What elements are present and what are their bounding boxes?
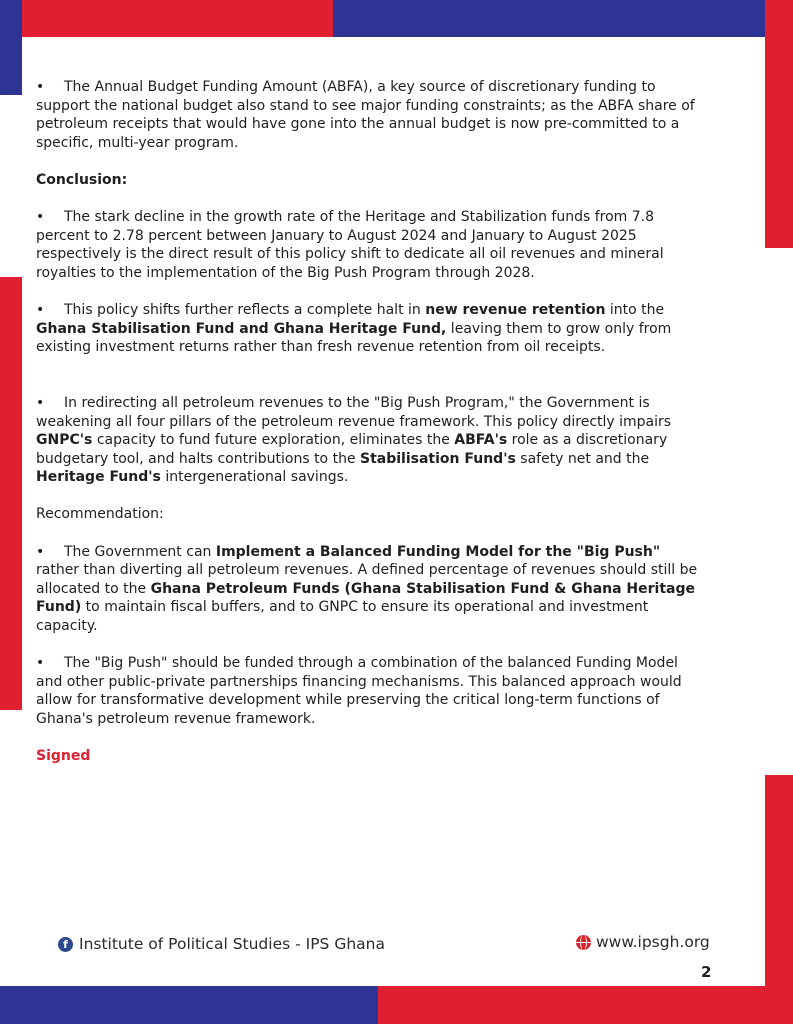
- text-run: to maintain fiscal buffers, and to GNPC to ensure its operational and investment capacity.: [36, 599, 649, 635]
- text-run: This policy shifts further reflects a complete halt in: [64, 302, 426, 319]
- bullet-marker: •: [36, 209, 45, 226]
- bold-text-run: Heritage Fund's: [36, 469, 161, 486]
- globe-icon: [576, 935, 591, 950]
- text-run: role as a discretionary budgetary tool, and halts contributions to the: [36, 432, 668, 467]
- text-run: The Government can: [64, 543, 216, 560]
- bold-text-run: Ghana Stabilisation Fund and Ghana Heritage Fund,: [36, 320, 447, 337]
- paragraph-conclusion-2: [36, 301, 706, 357]
- page-number: 2: [701, 963, 712, 981]
- footer-website[interactable]: [576, 933, 710, 951]
- website-link[interactable]: www.ipsgh.org: [596, 933, 710, 951]
- bullet-marker: •: [36, 79, 45, 95]
- organization-name: Institute of Political Studies - IPS Ghana: [79, 935, 385, 953]
- paragraph-conclusion-3: [36, 394, 706, 487]
- document-body: [36, 78, 706, 784]
- bullet-marker: •: [36, 394, 45, 411]
- text-run: The stark decline in the growth rate of the Heritage and Stabilization funds from 7.8 percent to 2.78 percent between January to August 2024 and January to August 2025 respectively is the direct result of this policy shift to dedicate all oil revenues and mineral royalties to the implementation of the Big Push Program through 2028.: [36, 209, 664, 281]
- border-blue-bottom: [0, 986, 378, 1024]
- text-run: In redirecting all petroleum revenues to the "Big Push Program," the Government is weakening all four pillars of the petroleum revenue framework. This policy directly impairs: [36, 394, 672, 430]
- footer-organization[interactable]: [58, 935, 385, 953]
- border-blue-left-top: [0, 0, 22, 95]
- bold-text-run: Ghana Petroleum Funds (Ghana Stabilisation Fund & Ghana Heritage Fund): [36, 580, 695, 616]
- paragraph-recommendation-1: [36, 543, 706, 636]
- paragraph-conclusion-1: [36, 208, 706, 282]
- text-run: leaving them to grow only from existing investment returns rather than fresh revenue retention from oil receipts.: [36, 320, 672, 356]
- border-red-top-right: [765, 0, 793, 248]
- bullet-marker: •: [36, 655, 45, 672]
- bold-text-run: new revenue retention: [425, 302, 606, 319]
- paragraph-recommendation-2: [36, 654, 706, 728]
- border-red-bottom: [378, 986, 793, 1024]
- bold-text-run: GNPC's: [36, 432, 93, 449]
- bold-text-run: ABFA's: [454, 432, 508, 449]
- signed-label: Signed: [36, 748, 91, 765]
- border-red-left: [0, 277, 22, 710]
- bold-text-run: Stabilisation Fund's: [360, 450, 516, 467]
- border-red-top-left: [0, 0, 333, 37]
- bullet-marker: •: [36, 543, 45, 560]
- text-run: into the: [605, 302, 665, 319]
- text-run: The "Big Push" should be funded through a combination of the balanced Funding Model and other public-private partnerships financing mechanisms. This balanced approach would allow for transformative development while preserving the critical long-term functions of Ghana's petroleum revenue framework.: [36, 655, 682, 727]
- conclusion-heading: Conclusion:: [36, 171, 128, 188]
- text-run: rather than diverting all petroleum revenues. A defined percentage of revenues should still be allocated to the: [36, 562, 698, 597]
- border-blue-top: [333, 0, 765, 37]
- facebook-icon[interactable]: f: [58, 937, 73, 952]
- bold-text-run: Implement a Balanced Funding Model for the "Big Push": [215, 543, 661, 560]
- text-run: intergenerational savings.: [160, 469, 349, 486]
- text-run: The Annual Budget Funding Amount (ABFA), a key source of discretionary funding to support the national budget also stand to see major funding constraints; as the ABFA share of petroleum receipts that would have gone into the annual budget is now pre-committed to a specific, multi-year program.: [36, 79, 695, 151]
- bullet-marker: •: [36, 302, 45, 319]
- paragraph-abfa: [36, 78, 706, 152]
- text-run: capacity to fund future exploration, eliminates the: [92, 432, 455, 449]
- recommendation-heading: Recommendation:: [36, 506, 164, 523]
- text-run: safety net and the: [515, 450, 650, 467]
